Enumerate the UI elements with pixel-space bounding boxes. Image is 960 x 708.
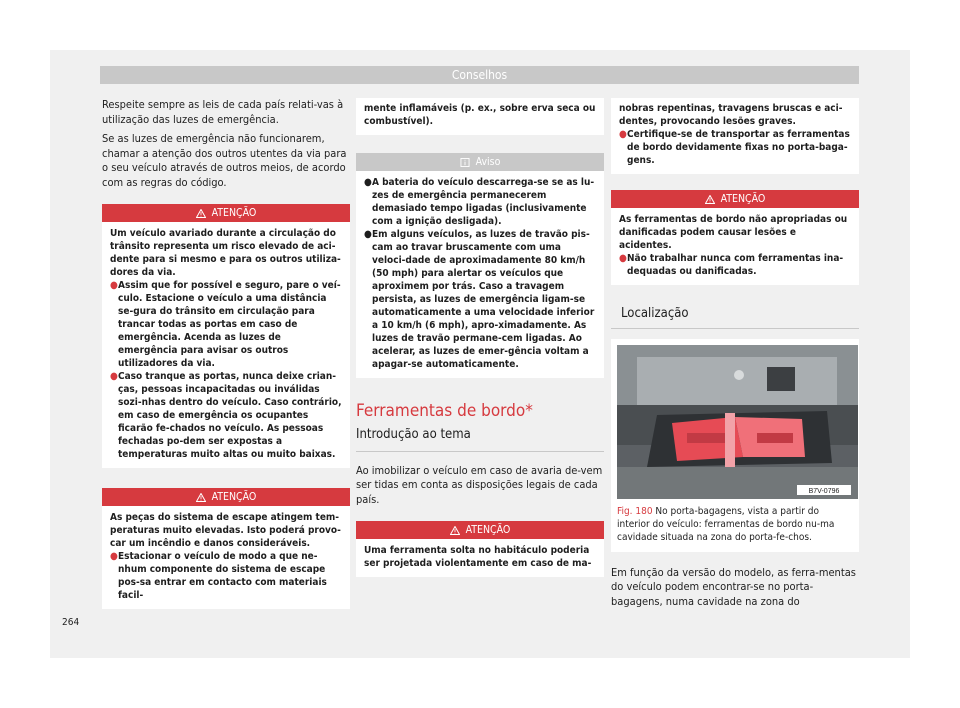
trunk-tools-image <box>617 345 858 499</box>
warning-triangle-icon <box>705 195 715 204</box>
warning-header <box>611 190 859 208</box>
bullet-item <box>110 550 342 602</box>
page-number: 264 <box>62 617 80 628</box>
warning-text: Uma ferramenta solta no habitáculo poderia ser projetada violentamente em caso de ma- <box>364 545 592 569</box>
bullet-text: A bateria do veículo descarrega-se se as lu-zes de emergência permanecerem demasiado tempo ligadas (inclusivamente com a ignição desligada). <box>372 177 595 227</box>
bullet-text: Estacionar o veículo de modo a que ne-nhum componente do sistema de escape pos-sa entrar em contacto com materiais facil- <box>118 551 327 601</box>
warning-title: ATENÇÃO <box>465 523 511 536</box>
bullet-text: Assim que for possível e seguro, pare o veí-culo. Estacione o veículo a uma distância se-gura do trânsito em circulação para trancar todas as portas em caso de emergência. Acenda as luzes de emergência para avisar os outros utilizadores da via. <box>118 280 341 369</box>
note-box <box>356 153 604 378</box>
figure-label: Fig. 180 <box>617 505 653 517</box>
figure-caption <box>617 505 853 544</box>
figure-code: B7V-0796 <box>808 487 840 495</box>
bullet-icon: ● <box>110 280 118 291</box>
bullet-item <box>364 228 596 371</box>
note-title: Aviso <box>475 155 501 168</box>
bullet-icon: ● <box>364 177 372 188</box>
warning-text: As ferramentas de bordo não apropriadas ou danificadas podem causar lesões e acidentes. <box>619 214 848 251</box>
warning-box <box>611 190 859 285</box>
bullet-item <box>619 252 851 278</box>
warning-title: ATENÇÃO <box>211 206 257 219</box>
warning-box <box>356 521 604 577</box>
column-2 <box>356 98 604 577</box>
warning-text: nobras repentinas, travagens bruscas e aci-dentes, provocando lesões graves. <box>619 103 843 127</box>
bullet-icon: ● <box>110 551 118 562</box>
subsection-title: Introdução ao tema <box>356 425 604 452</box>
warning-triangle-icon <box>196 493 206 502</box>
warning-title: ATENÇÃO <box>720 192 766 205</box>
column-1 <box>102 98 350 609</box>
warning-continuation <box>356 98 604 135</box>
section-header: Conselhos <box>100 66 859 84</box>
section-title: Ferramentas de bordo* <box>356 401 533 421</box>
bullet-text: Certifique-se de transportar as ferramentas de bordo devidamente fixas no porta-baga-gens. <box>627 129 850 166</box>
trunk-illustration <box>617 345 858 499</box>
bullet-item <box>364 176 596 228</box>
paragraph: Se as luzes de emergência não funcionarem, chamar a atenção dos outros utentes da via para o seu veículo através de outros meios, de acordo com as regras do código. <box>102 132 347 189</box>
bullet-text: Caso tranque as portas, nunca deixe crian-ças, pessoas incapacitadas ou inválidas sozi-nhas dentro do veículo. Caso contrário, em caso de emergência os ocupantes ficarão fe-chados no veículo. As pessoas fechadas po-dem ser expostas a temperaturas muito altas ou muito baixas. <box>118 371 342 460</box>
warning-triangle-icon <box>196 209 206 218</box>
bullet-icon: ● <box>110 371 118 382</box>
warning-header <box>102 204 350 222</box>
warning-text: As peças do sistema de escape atingem tem-peraturas muito elevadas. Isto poderá provo-car um incêndio e danos consideráveis. <box>110 512 341 549</box>
info-icon <box>460 158 470 167</box>
warning-header <box>102 488 350 506</box>
warning-triangle-icon <box>450 526 460 535</box>
warning-title: ATENÇÃO <box>211 490 257 503</box>
warning-box <box>102 204 350 468</box>
paragraph: Ao imobilizar o veículo em caso de avaria de-vem ser tidas em conta as disposições legais de cada país. <box>356 463 603 506</box>
warning-text: mente inflamáveis (p. ex., sobre erva seca ou combustível). <box>364 103 596 127</box>
note-header <box>356 153 604 171</box>
warning-header <box>356 521 604 539</box>
bullet-item <box>110 370 342 461</box>
warning-continuation <box>611 98 859 174</box>
bullet-icon: ● <box>364 229 372 240</box>
warning-text: Um veículo avariado durante a circulação do trânsito representa um risco elevado de aci-dente para si mesmo e para os outros utiliza-dores da via. <box>110 228 341 278</box>
figure-caption-text: No porta-bagagens, vista a partir do interior do veículo: ferramentas de bordo nu-ma cavidade situada na zona do porta-fe-chos. <box>617 505 835 543</box>
paragraph: Respeite sempre as leis de cada país relati-vas à utilização das luzes de emergência. <box>102 98 344 126</box>
bullet-item <box>110 279 342 370</box>
bullet-text: Não trabalhar nunca com ferramentas ina-dequadas ou danificadas. <box>627 253 844 277</box>
column-3 <box>611 98 859 614</box>
localization-title: Localização <box>611 307 859 329</box>
bullet-item <box>619 128 851 167</box>
bullet-icon: ● <box>619 129 627 140</box>
warning-box <box>102 488 350 609</box>
paragraph: Em função da versão do modelo, as ferra-mentas do veículo podem encontrar-se no porta-bagagens, numa cavidade na zona do <box>611 565 856 608</box>
bullet-text: Em alguns veículos, as luzes de travão pis-cam ao travar bruscamente com uma veloci-dade de aproximadamente 80 km/h (50 mph) para alertar os veículos que aproximem por trás. Caso a travagem persista, as luzes de emergência ligam-se automaticamente a uma velocidade inferior a 10 km/h (6 mph), apro-ximadamente. As luzes de travão permane-cem ligadas. Ao acelerar, as luzes de emer-gência voltam a apagar-se automaticamente. <box>372 229 595 370</box>
figure-box <box>611 339 859 552</box>
bullet-icon: ● <box>619 253 627 264</box>
